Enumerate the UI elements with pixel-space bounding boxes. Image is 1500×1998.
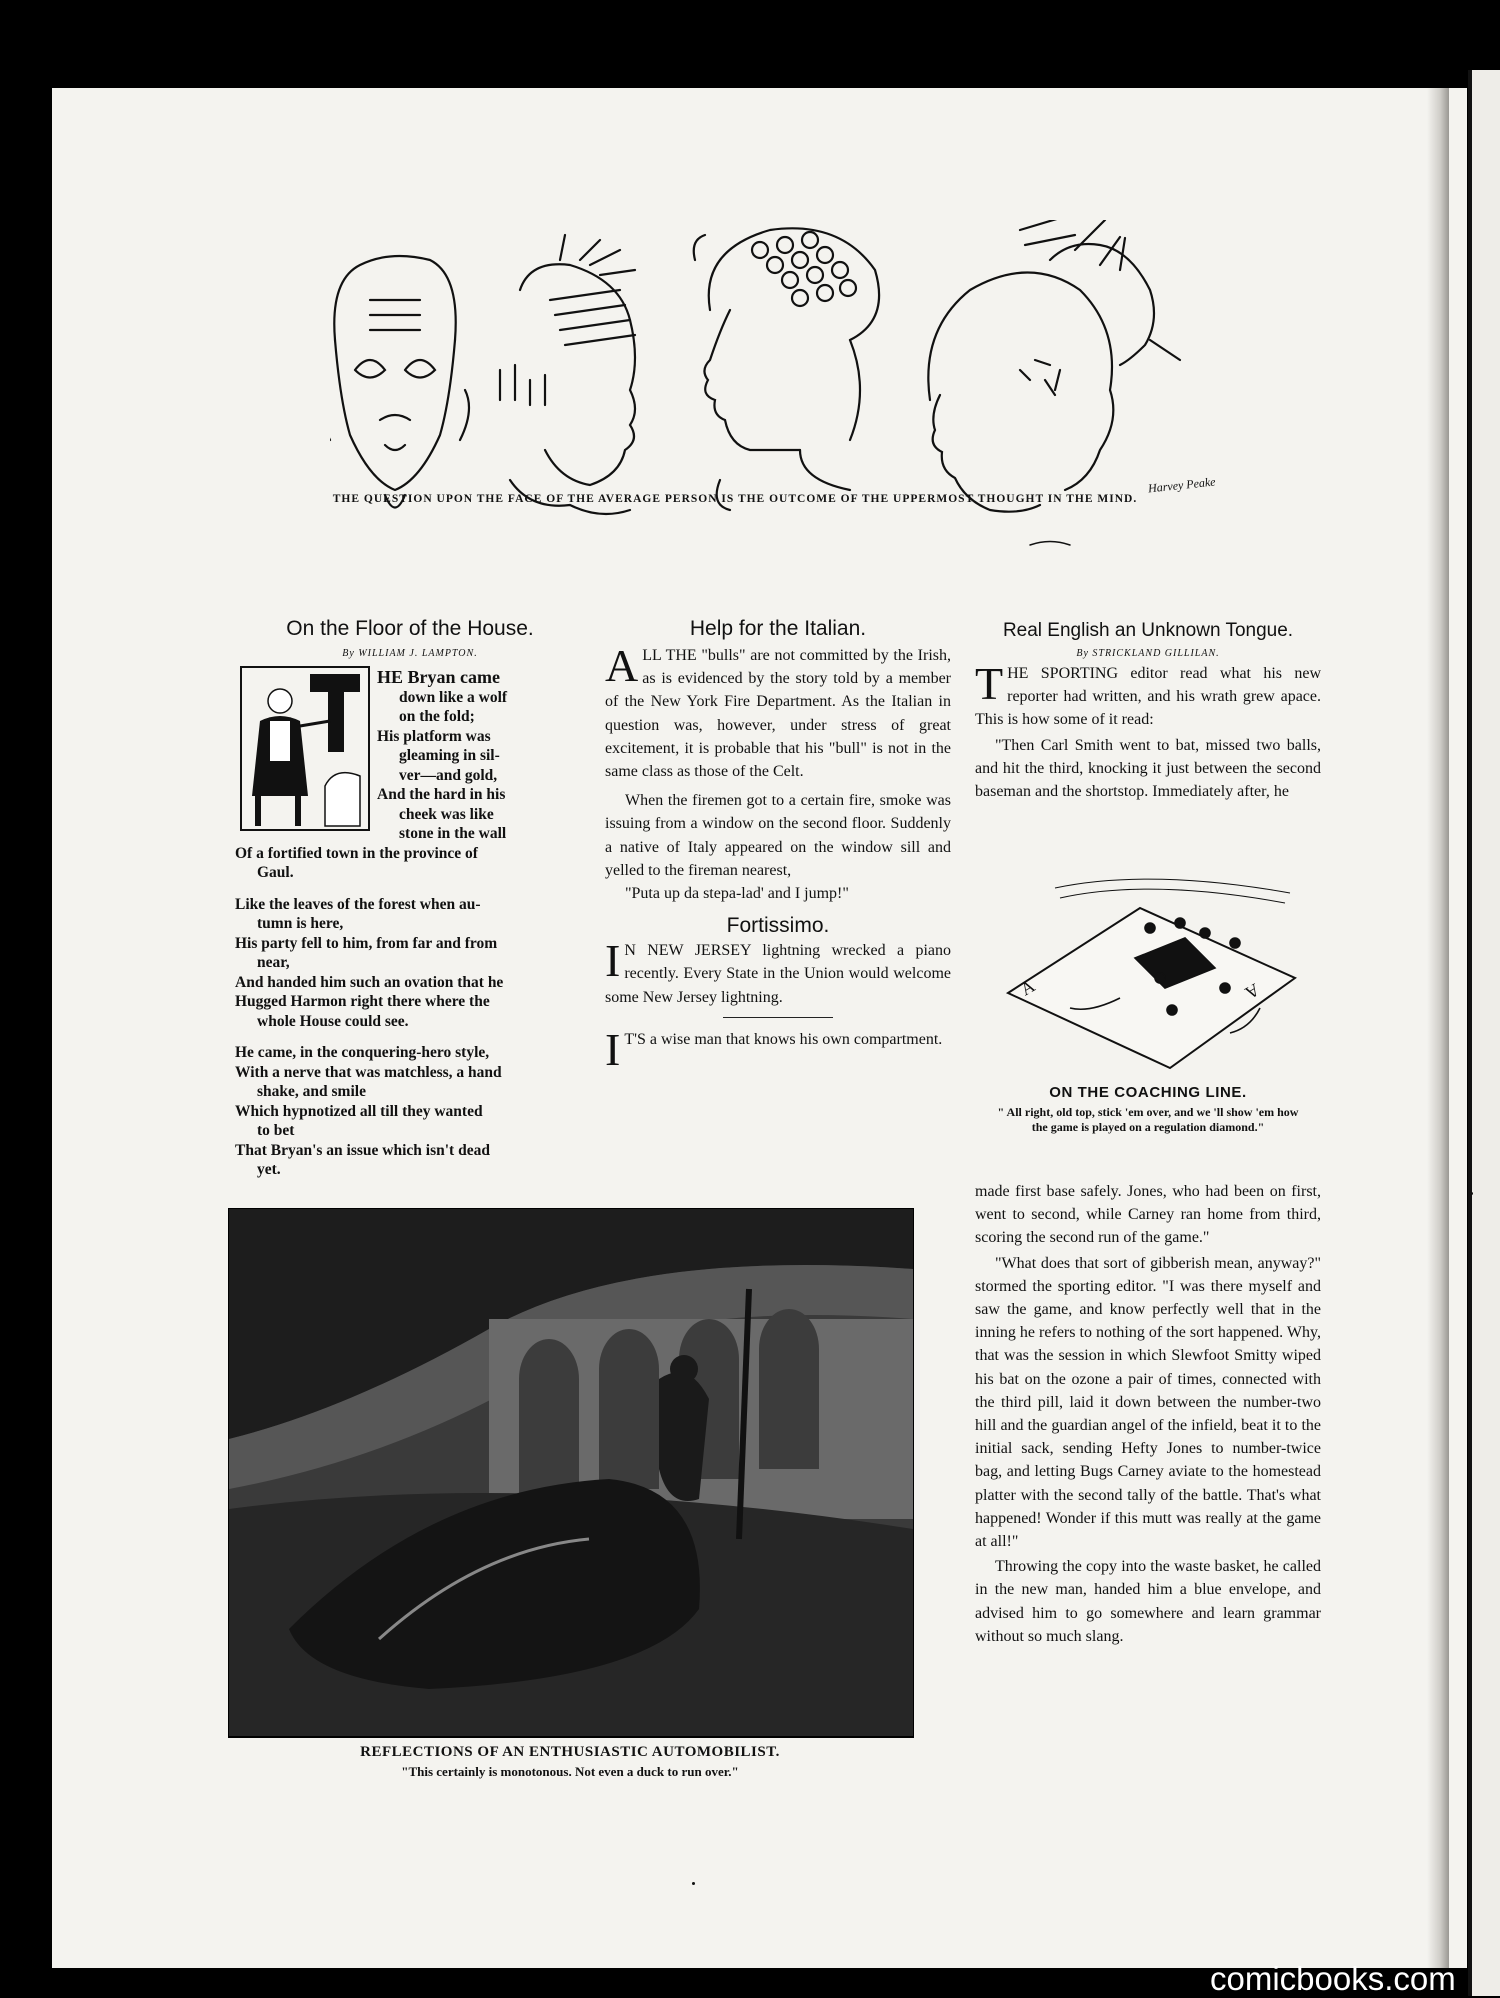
middle-column <box>605 616 951 1075</box>
poem-line: And handed him such an ovation that he <box>235 973 504 991</box>
poem-line: yet. <box>257 1161 281 1178</box>
english-paragraph: Throwing the copy into the waste basket, he called in the new man, handed him a blue envelope, and advised him to go somewhere and learn grammar without so much slang. <box>975 1558 1321 1645</box>
page-gutter-shadow <box>1427 88 1449 1968</box>
section-rule <box>723 1017 833 1018</box>
poem-line: Which hypnotized all till they wanted <box>235 1102 483 1120</box>
poem-line: HE Bryan came <box>377 667 500 687</box>
english-paragraph: HE SPORTING editor read what his new reporter had written, and his wrath grew apace. This is how some of it read: <box>975 665 1321 729</box>
italian-quote: "Puta up da stepa-lad' and I jump!" <box>625 885 849 903</box>
poem-line: Like the leaves of the forest when au- <box>235 895 481 913</box>
poem-line: His party fell to him, from far and from <box>235 934 498 952</box>
photo-title: REFLECTIONS OF AN ENTHUSIASTIC AUTOMOBILIST. <box>360 1744 780 1760</box>
faces-illustration <box>330 220 1210 570</box>
dropcap: A <box>605 640 639 691</box>
poem-line: near, <box>257 954 290 971</box>
poem-line: ver—and gold, <box>399 766 498 784</box>
svg-text:A: A <box>1017 975 1039 1000</box>
poem-line: gleaming in sil- <box>399 747 500 764</box>
italian-paragraph: When the firemen got to a certain fire, smoke was issuing from a window on the second floor. Suddenly a native of Italy appeared on the window sill and yelled to the fireman nearest, <box>605 792 951 879</box>
poem-line: And the hard in his <box>377 786 506 803</box>
poem-line: stone in the wall <box>399 825 507 842</box>
cartoon-quote: " All right, old top, stick 'em over, and we 'll show 'em how the game is played on a regulation diamond." <box>997 1105 1299 1134</box>
illustrator-signature: Harvey Peake <box>1147 474 1217 496</box>
poem-line: Hugged Harmon right there where the <box>235 993 490 1010</box>
poem-line: With a nerve that was matchless, a hand <box>235 1063 502 1081</box>
dropcap: I <box>605 935 621 987</box>
italian-paragraph: LL THE "bulls" are not committed by the Irish, as is evidenced by the story told by a member of the New York Fire Department. As the Italian in question was, however, under stress of great excitement, it is probable that his "bull" is not in the same class as those of the Celt. <box>605 647 951 781</box>
cartoon-title: ON THE COACHING LINE. <box>1049 1084 1247 1101</box>
byline-gillilan: By STRICKLAND GILLILAN. <box>1076 648 1220 659</box>
english-paragraph: made first base safely. Jones, who had been on first, went to second, while Carney ran home from third, scoring the second run of the game." <box>975 1183 1321 1247</box>
english-paragraph: "Then Carl Smith went to bat, missed two balls, and hit the third, knocking it just between the second baseman and the shortstop. Immediately after, he <box>975 736 1321 801</box>
poem-line: Of a fortified town in the province of <box>235 844 478 862</box>
gondola-photo <box>228 1208 914 1738</box>
dropcap: T <box>975 658 1004 709</box>
gondola-scene <box>229 1209 913 1737</box>
photo-caption <box>228 1744 912 1780</box>
bryan-poem <box>235 668 585 1180</box>
right-column-bottom <box>975 1180 1321 1648</box>
dropcap: I <box>605 1023 621 1075</box>
page-fold-line <box>1468 70 1472 1996</box>
fortissimo-paragraph: N NEW JERSEY lightning wrecked a piano recently. Every State in the Union would welcome some New Jersey lightning. <box>605 942 951 1006</box>
face-baseball <box>928 220 1180 512</box>
print-speck <box>1470 1192 1473 1195</box>
left-column <box>235 616 585 662</box>
print-speck <box>692 1882 695 1885</box>
byline-lampton: By WILLIAM J. LAMPTON. <box>342 648 478 659</box>
english-paragraph: "What does that sort of gibberish mean, anyway?" stormed the sporting editor. "I was there myself and saw the game, and know perfectly well that in the inning he refers to nothing of the sort happened. Why, that was the session in which Slewfoot Smitty wiped his bat on the ozone a pair of times, connected with the third pill, laid it down between the number-two hill and the guardian angel of the infield, beat it to the initial sack, sending Hefty Jones to number-twice bag, and letting Bugs Carney aviate to the homestead platter with the second tally of the battle. That's what happened! Wonder if this mutt was really at the game at all!" <box>975 1254 1321 1551</box>
site-watermark: comicbooks.com <box>1210 1960 1456 1997</box>
wise-man-paragraph: T'S a wise man that knows his own compartment. <box>624 1030 943 1048</box>
poem-line: That Bryan's an issue which isn't dead <box>235 1141 490 1159</box>
photo-quote: "This certainly is monotonous. Not even a duck to run over." <box>401 1764 739 1779</box>
poem-line: shake, and smile <box>257 1083 366 1100</box>
face-money <box>330 256 469 508</box>
article-title-italian: Help for the Italian. <box>689 617 867 640</box>
poem-line: cheek was like <box>399 805 494 823</box>
poem-line: on the fold; <box>399 708 475 725</box>
poem-line: whole House could see. <box>257 1012 409 1030</box>
poem-line: tumn is here, <box>257 915 344 932</box>
poem-line: He came, in the conquering-hero style, <box>235 1044 490 1061</box>
face-pearls <box>694 228 879 510</box>
poem-line: His platform was <box>377 727 491 745</box>
poem-line: down like a wolf <box>399 688 508 706</box>
right-column-top <box>975 618 1321 803</box>
illustration-caption: THE QUESTION UPON THE FACE OF THE AVERAGE PERSON IS THE OUTCOME OF THE UPPERMOST THOUGHT IN THE MIND. <box>332 493 1138 505</box>
article-title-floor: On the Floor of the House. <box>286 617 534 640</box>
svg-text:A: A <box>1241 979 1263 1004</box>
poem-line: Gaul. <box>257 864 294 881</box>
next-page-edge <box>1472 70 1500 1996</box>
coaching-line-cartoon <box>1000 868 1300 1088</box>
poem-line: to bet <box>257 1122 295 1139</box>
article-title-fortissimo: Fortissimo. <box>726 914 830 938</box>
face-music <box>500 235 635 514</box>
article-title-english: Real English an Unknown Tongue. <box>1002 620 1294 641</box>
coaching-caption <box>975 1084 1321 1135</box>
